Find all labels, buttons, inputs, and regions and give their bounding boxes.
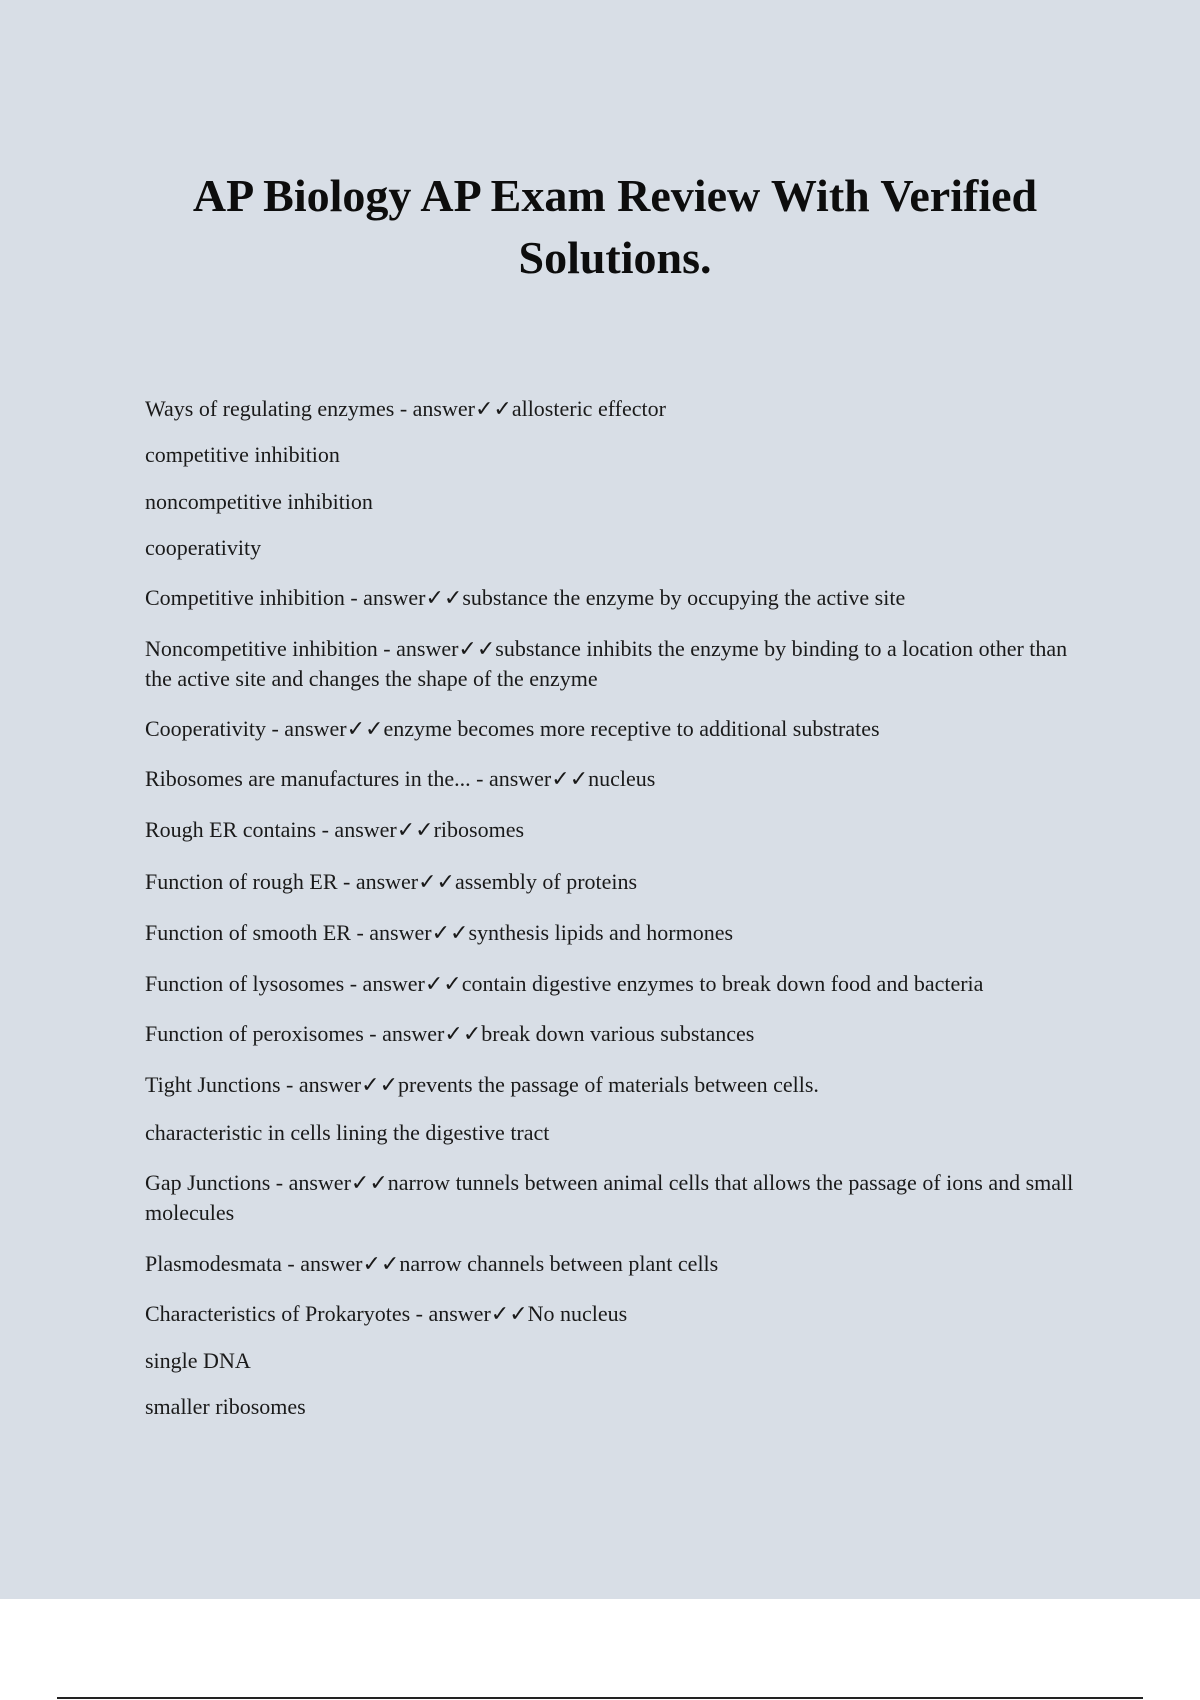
text-line: Function of lysosomes - answer✓✓contain digestive enzymes to break down food and bacteria: [145, 971, 984, 996]
text-line: Gap Junctions - answer✓✓narrow tunnels between animal cells that allows the passage of ions and small molecules: [145, 1170, 1074, 1225]
text-line: Function of peroxisomes - answer✓✓break down various substances: [145, 1021, 755, 1046]
text-line: noncompetitive inhibition: [145, 489, 373, 514]
text-line: smaller ribosomes: [145, 1394, 306, 1419]
text-line: Characteristics of Prokaryotes - answer✓✓No nucleus: [145, 1301, 628, 1326]
text-line: Noncompetitive inhibition - answer✓✓substance inhibits the enzyme by binding to a location other than the active site and changes the shape of the enzyme: [145, 636, 1068, 691]
text-line: Ribosomes are manufactures in the... - answer✓✓nucleus: [145, 766, 656, 791]
footer-divider: [57, 1697, 1143, 1699]
text-line: Competitive inhibition - answer✓✓substance the enzyme by occupying the active site: [145, 585, 906, 610]
text-line: Rough ER contains - answer✓✓ribosomes: [145, 817, 525, 842]
text-line: Plasmodesmata - answer✓✓narrow channels between plant cells: [145, 1251, 719, 1276]
text-line: characteristic in cells lining the digestive tract: [145, 1120, 550, 1145]
document-title: AP Biology AP Exam Review With Verified Solutions.: [192, 170, 1038, 283]
text-line: competitive inhibition: [145, 442, 340, 467]
text-line: Cooperativity - answer✓✓enzyme becomes more receptive to additional substrates: [145, 716, 880, 741]
text-line: single DNA: [145, 1348, 251, 1373]
text-line: Function of rough ER - answer✓✓assembly of proteins: [145, 869, 638, 894]
text-line: Ways of regulating enzymes - answer✓✓allosteric effector: [145, 396, 666, 421]
text-line: Function of smooth ER - answer✓✓synthesis lipids and hormones: [145, 920, 734, 945]
text-line: Tight Junctions - answer✓✓prevents the passage of materials between cells.: [145, 1072, 819, 1097]
text-line: cooperativity: [145, 535, 262, 560]
